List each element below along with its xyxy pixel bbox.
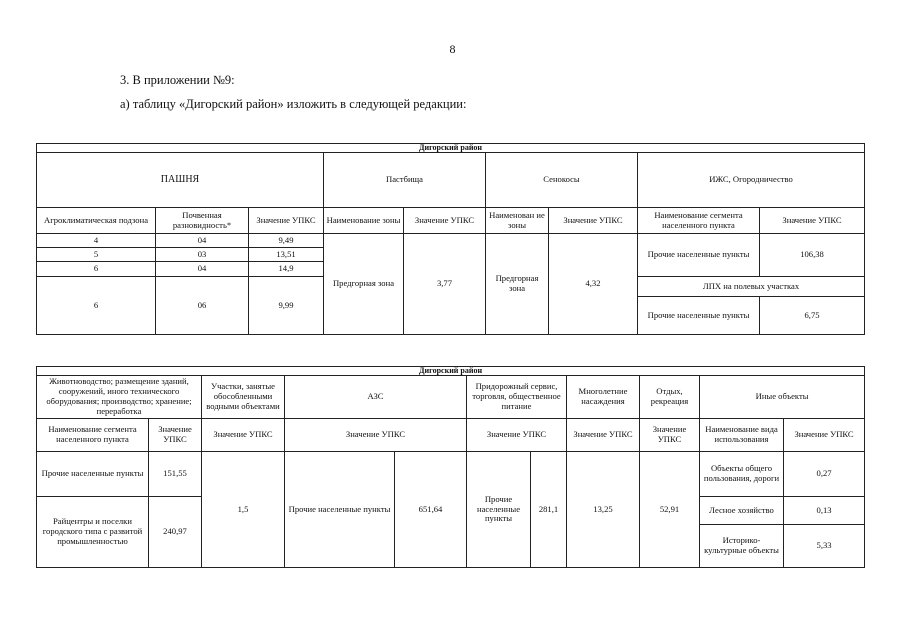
column-header: Значение УПКС	[404, 208, 486, 234]
group-header-izhs: ИЖС, Огородничество	[638, 153, 865, 208]
column-header: Значение УПКС	[784, 419, 865, 452]
group-header-recreation: Отдых, рекреация	[640, 376, 700, 419]
table-cell: 6	[37, 262, 156, 277]
table-cell: 1,5	[202, 452, 285, 568]
column-header: Значение УПКС	[285, 419, 467, 452]
table-cell: 14,9	[249, 262, 324, 277]
table-cell: 06	[156, 277, 249, 335]
table-cell: 9,49	[249, 234, 324, 248]
table-cell: 281,1	[531, 452, 567, 568]
table-cell: 5,33	[784, 525, 865, 568]
table-cell: 13,51	[249, 248, 324, 262]
group-header-azs: АЗС	[285, 376, 467, 419]
table-digorsky-agricultural	[36, 143, 865, 335]
table-cell: Предгорная зона	[324, 234, 404, 335]
table-cell: 5	[37, 248, 156, 262]
table-cell: Историко-культурные объекты	[700, 525, 784, 568]
table-cell: 106,38	[760, 234, 865, 277]
group-header-perennial: Многолетние насаждения	[567, 376, 640, 419]
table-cell: 6,75	[760, 297, 865, 335]
group-header-water: Участки, занятые обособленными водными объектами	[202, 376, 285, 419]
group-header-pastures: Пастбища	[324, 153, 486, 208]
table-cell: 3,77	[404, 234, 486, 335]
table-title: Дигорский район	[37, 367, 865, 376]
table-digorsky-other-uses	[36, 366, 865, 568]
column-header: Наименование вида использования	[700, 419, 784, 452]
table-cell: Прочие населенные пункты	[285, 452, 395, 568]
group-header-haymaking: Сенокосы	[486, 153, 638, 208]
group-header-other: Иные объекты	[700, 376, 865, 419]
table-cell: 151,55	[149, 452, 202, 497]
column-header: Наименование зоны	[324, 208, 404, 234]
table-cell: 04	[156, 234, 249, 248]
column-header: Значение УПКС	[249, 208, 324, 234]
table-cell: 13,25	[567, 452, 640, 568]
column-header: Значение УПКС	[202, 419, 285, 452]
table-cell: 04	[156, 262, 249, 277]
table-cell: Райцентры и поселки городского типа с развитой промышленностью	[37, 497, 149, 568]
column-header: Наименован ие зоны	[486, 208, 549, 234]
group-header-roadside: Придорожный сервис, торговля, общественное питание	[467, 376, 567, 419]
table-cell: 52,91	[640, 452, 700, 568]
table-cell: Объекты общего пользования, дороги	[700, 452, 784, 497]
table-cell: 651,64	[395, 452, 467, 568]
paragraph-instruction: а) таблицу «Дигорский район» изложить в следующей редакции:	[120, 97, 467, 111]
table-cell: Прочие населенные пункты	[638, 234, 760, 277]
table-cell: 03	[156, 248, 249, 262]
table-cell: 9,99	[249, 277, 324, 335]
paragraph-appendix: 3. В приложении №9:	[120, 73, 235, 87]
column-header: Наименование сегмента населенного пункта	[638, 208, 760, 234]
column-header: Значение УПКС	[549, 208, 638, 234]
table-cell: 4,32	[549, 234, 638, 335]
table-cell: Лесное хозяйство	[700, 497, 784, 525]
column-header: Значение УПКС	[567, 419, 640, 452]
table-title: Дигорский район	[37, 144, 865, 153]
column-header: Значение УПКС	[149, 419, 202, 452]
table-cell: 6	[37, 277, 156, 335]
table-cell: 0,27	[784, 452, 865, 497]
column-header: Наименование сегмента населенного пункта	[37, 419, 149, 452]
page-number: 8	[449, 42, 456, 56]
group-header-pashnya: ПАШНЯ	[37, 153, 324, 208]
group-header-livestock: Животноводство; размещение зданий, сооружений, иного технического оборудования; производство; хранение; переработка	[37, 376, 202, 419]
table-cell: Предгорная зона	[486, 234, 549, 335]
column-header: Почвенная разновидность*	[156, 208, 249, 234]
table-cell: Прочие населенные пункты	[467, 452, 531, 568]
table-cell: 240,97	[149, 497, 202, 568]
column-header: Значение УПКС	[760, 208, 865, 234]
column-header: Агроклиматическая подзона	[37, 208, 156, 234]
table-cell: 0,13	[784, 497, 865, 525]
column-header: Значение УПКС	[467, 419, 567, 452]
table-cell: 4	[37, 234, 156, 248]
table-cell: Прочие населенные пункты	[37, 452, 149, 497]
table-cell: ЛПХ на полевых участках	[638, 277, 865, 297]
column-header: Значение УПКС	[640, 419, 700, 452]
table-cell: Прочие населенные пункты	[638, 297, 760, 335]
